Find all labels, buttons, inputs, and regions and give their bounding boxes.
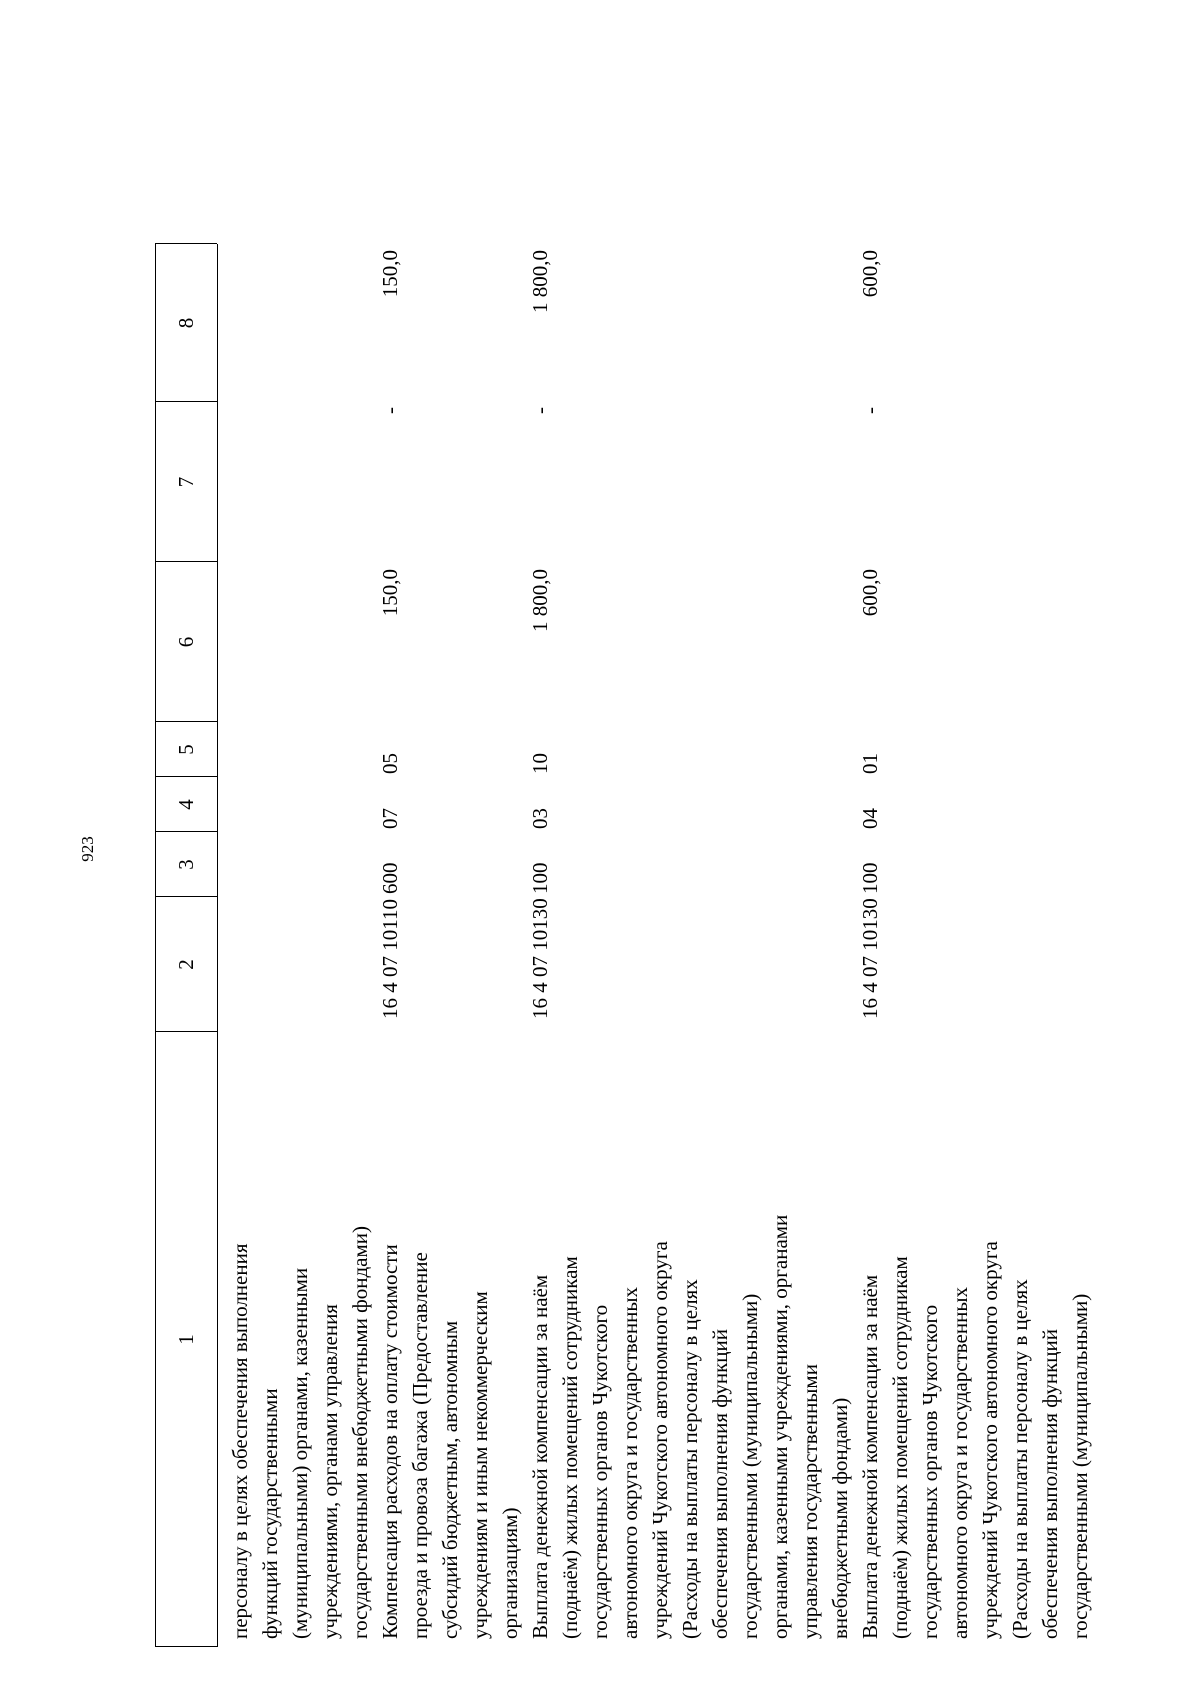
row-4-code-cell: 16 4 07 10130 xyxy=(858,898,882,1019)
row-2-description-line: учреждениям и иным некоммерческим xyxy=(468,1291,492,1639)
row-3-description-line: органами, казенными учреждениями, органами xyxy=(768,1214,792,1639)
row-1-description-line: (муниципальными) органами, казенными xyxy=(288,1267,312,1639)
row-3-description-line: государственными (муниципальными) xyxy=(738,1293,762,1639)
row-3-col8-cell: 1 800,0 xyxy=(528,250,552,313)
row-3-description-line: (Расходы на выплаты персоналу в целях xyxy=(678,1279,702,1639)
row-3-description-line: внебюджетными фондами) xyxy=(828,1397,852,1639)
row-4-col8-cell: 600,0 xyxy=(858,250,882,298)
header-cell-8: 8 xyxy=(174,317,198,329)
row-3-col5-cell: 10 xyxy=(528,753,552,774)
row-4-col4-cell: 04 xyxy=(858,808,882,829)
header-cell-1: 1 xyxy=(174,1334,198,1345)
row-3-code-cell: 16 4 07 10130 xyxy=(528,898,552,1019)
row-3-description-line: Выплата денежной компенсации за наём xyxy=(528,1274,552,1639)
row-4-description-line: автономного округа и государственных xyxy=(948,1287,972,1639)
row-4-description-line: (Расходы на выплаты персоналу в целях xyxy=(1008,1279,1032,1639)
header-cell-5: 5 xyxy=(174,744,198,755)
row-3-description-line: автономного округа и государственных xyxy=(618,1287,642,1639)
row-3-col3-cell: 100 xyxy=(528,862,552,894)
row-2-col3-cell: 600 xyxy=(378,862,402,894)
row-3-description-line: учреждений Чукотского автономного округа xyxy=(648,1241,672,1639)
header-cell-4: 4 xyxy=(174,799,198,810)
row-2-col6-cell: 150,0 xyxy=(378,569,402,617)
row-1-description-line: функций государственными xyxy=(258,1388,282,1639)
row-4-col6-cell: 600,0 xyxy=(858,569,882,617)
row-3-col7-cell: - xyxy=(528,407,552,414)
header-cell-6: 6 xyxy=(174,636,198,648)
row-4-col7-cell: - xyxy=(858,407,882,414)
row-2-description-line: организациям) xyxy=(498,1507,522,1639)
row-4-description-line: Выплата денежной компенсации за наём xyxy=(858,1274,882,1639)
row-3-col6-cell: 1 800,0 xyxy=(528,569,552,632)
row-4-description-line: государственными (муниципальными) xyxy=(1068,1293,1092,1639)
header-cell-3: 3 xyxy=(174,859,198,870)
row-2-code-cell: 16 4 07 10110 xyxy=(378,899,402,1019)
row-1-description-line: учреждениями, органами управления xyxy=(318,1304,342,1639)
row-2-col8-cell: 150,0 xyxy=(378,250,402,298)
row-2-description-line: Компенсация расходов на оплату стоимости xyxy=(378,1244,402,1639)
row-3-description-line: управления государственными xyxy=(798,1364,822,1639)
budget-table xyxy=(155,99,1200,1647)
row-4-col5-cell: 01 xyxy=(858,753,882,774)
header-cell-2: 2 xyxy=(174,959,198,970)
row-3-description-line: государственных органов Чукотского xyxy=(588,1304,612,1639)
page-number: 923 xyxy=(78,836,97,862)
row-2-description-line: субсидий бюджетным, автономным xyxy=(438,1320,462,1639)
row-3-description-line: (поднаём) жилых помещений сотрудникам xyxy=(558,1256,582,1639)
row-3-description-line: обеспечения выполнения функций xyxy=(708,1328,732,1639)
header-cell-7: 7 xyxy=(174,476,198,488)
row-1-description-line: государственными внебюджетными фондами) xyxy=(348,1225,372,1639)
row-4-col3-cell: 100 xyxy=(858,862,882,894)
row-4-description-line: (поднаём) жилых помещений сотрудникам xyxy=(888,1256,912,1639)
row-2-col4-cell: 07 xyxy=(378,808,402,829)
row-2-col7-cell: - xyxy=(378,407,402,414)
row-4-description-line: обеспечения выполнения функций xyxy=(1038,1328,1062,1639)
row-2-col5-cell: 05 xyxy=(378,753,402,774)
row-3-col4-cell: 03 xyxy=(528,808,552,829)
row-1-description-line: персоналу в целях обеспечения выполнения xyxy=(228,1243,252,1639)
header-bottom-border xyxy=(217,244,218,1647)
row-4-description-line: государственных органов Чукотского xyxy=(918,1304,942,1639)
row-2-description-line: проезда и провоза багажа (Предоставление xyxy=(408,1252,432,1639)
row-4-description-line: учреждений Чукотского автономного округа xyxy=(978,1241,1002,1639)
